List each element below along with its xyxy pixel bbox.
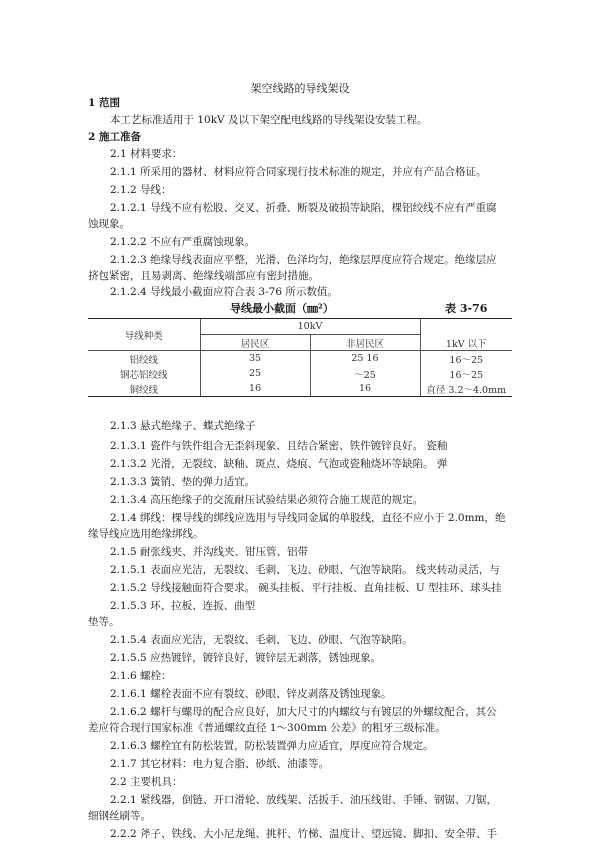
paragraph: 蚀现象。 [88, 218, 130, 230]
header-type: 导线种类 [88, 319, 200, 351]
paragraph: 2.1.2.2 不应有严重腐蚀现象。 [110, 236, 256, 248]
paragraph: 细钢丝刷等。 [88, 810, 151, 822]
paragraph: 2.1.4 绑线：棵导线的绑线应选用与导线同金属的单股线，直径不应小于 2.0mm，绝 [110, 512, 506, 524]
paragraph: 2.1.6.2 螺杆与螺母的配合应良好，加大尺寸的内螺纹与有镀层的外螺纹配合，其公 [110, 706, 497, 718]
section-1-heading: 1 范围 [88, 97, 120, 109]
paragraph: 垫等。 [88, 616, 120, 628]
paragraph: 2.1.5.1 表面应光洁，无裂纹、毛刺、飞边、砂眼、气泡等缺陷。 线夹转动灵活，与 [110, 564, 500, 576]
paragraph: 差应符合现行国家标准《普通螺纹直径 1～300mm 公差》的粗牙三级标准。 [88, 722, 446, 734]
table-title: 导线最小截面（㎜²） [230, 302, 334, 315]
paragraph: 2.1.2.4 导线最小截面应符合表 3-76 所示数值。 [110, 286, 338, 298]
paragraph: 2.1.2.1 导线不应有松股、交叉、折叠、断裂及破损等缺陷，棵铝绞线不应有严重腐 [110, 202, 497, 214]
paragraph: 2.1.3.2 光滑，无裂纹、缺釉、斑点、烧痕、气泡或瓷釉烧坏等缺陷。 弹 [110, 458, 448, 470]
paragraph: 2.1.3.1 瓷件与铁件组合无歪斜现象、且结合紧密、铁件镀锌良好。 瓷釉 [110, 440, 448, 452]
paragraph: 2.1.5.5 应热镀锌，镀锌良好，镀锌层无剥落，锈蚀现象。 [110, 652, 382, 664]
paragraph: 2.2.2 斧子、铁线、大小尼龙绳、挑杆、竹梯、温度计、望远镜、脚扣、安全带、手 [110, 828, 498, 840]
paragraph: 2.1.1 所采用的器材、材料应符合同家现行技术标准的规定，并应有产品合格证。 [110, 166, 487, 178]
row-1kv: 直径 3.2～4.0mm [420, 381, 512, 397]
paragraph: 2.1.3.4 高压绝缘子的交流耐压试验结果必须符合施工规范的规定。 [110, 494, 424, 506]
header-1kv: 1kV 以下 [420, 319, 512, 351]
paragraph: 2.1.5 耐张线夹、并沟线夹、钳压管、铝带 [110, 546, 309, 558]
page-title: 架空线路的导线架设 [250, 82, 350, 95]
header-residential: 居民区 [200, 335, 310, 351]
paragraph: 2.2.1 紧线器，倒链、开口滑轮、放线架、活扳手、油压线钳、手锤、钢锯、刀锯， [110, 794, 498, 806]
row-1kv: 16～25 [420, 351, 512, 367]
header-nonresidential: 非居民区 [310, 335, 420, 351]
paragraph: 本工艺标准适用于 10kV 及以下架空配电线路的导线架设安装工程。 [110, 114, 428, 126]
paragraph: 挤包紧密，且易剥离、绝缘线端部应有密封措施。 [88, 270, 319, 282]
paragraph: 2.1.2 导线： [110, 184, 172, 196]
row-nonresidential: 25 16 [310, 351, 420, 367]
row-1kv: 16～25 [420, 366, 512, 381]
row-type: 铝绞线 [88, 351, 200, 367]
min-section-table [88, 318, 512, 397]
paragraph: 2.1.3 悬式绝缘子、蝶式绝缘子 [110, 420, 256, 432]
row-residential: 35 [200, 351, 310, 367]
paragraph: 2.2 主要机具： [110, 776, 183, 788]
paragraph: 2.1.5.2 导线接触面符合要求。 碗头挂板、平行挂板、直角挂板、U 型挂环、球头挂 [110, 582, 502, 594]
paragraph: 2.1.5.4 表面应光洁，无裂纹、毛刺、飞边、砂眼、气泡等缺陷。 [110, 634, 413, 646]
paragraph: 2.1.2.3 绝缘导线表面应平整，光滑、色泽均匀，绝缘层厚度应符合规定。绝缘层应 [110, 254, 497, 266]
paragraph: 缘导线应选用绝缘绑线。 [88, 528, 204, 540]
row-nonresidential: ～25 [310, 366, 420, 381]
row-residential: 25 [200, 366, 310, 381]
row-nonresidential: 16 [310, 381, 420, 397]
section-2-heading: 2 施工准备 [88, 131, 141, 143]
paragraph: 2.1.6.3 螺栓宜有防松装置，防松装置弹力应适宜，厚度应符合规定。 [110, 740, 434, 752]
paragraph: 2.1.6.1 螺栓表面不应有裂纹、砂眼、锌皮剥落及锈蚀现象。 [110, 688, 392, 700]
paragraph: 2.1 材料要求： [110, 148, 183, 160]
paragraph: 2.1.7 其它材料：电力复合脂、砂纸、油漆等。 [110, 758, 330, 770]
row-type: 钢芯铝绞线 [119, 369, 168, 381]
header-10kv: 10kV [200, 319, 420, 335]
row-type: 铜绞线 [88, 381, 200, 397]
paragraph: 2.1.3.3 簧销、垫的弹力适宜。 [110, 476, 256, 488]
paragraph: 2.1.6 螺栓： [110, 670, 172, 682]
table-number: 表 3-76 [445, 302, 488, 315]
row-residential: 16 [200, 381, 310, 397]
paragraph: 2.1.5.3 环、拉板、连扳、曲型 [110, 600, 256, 612]
